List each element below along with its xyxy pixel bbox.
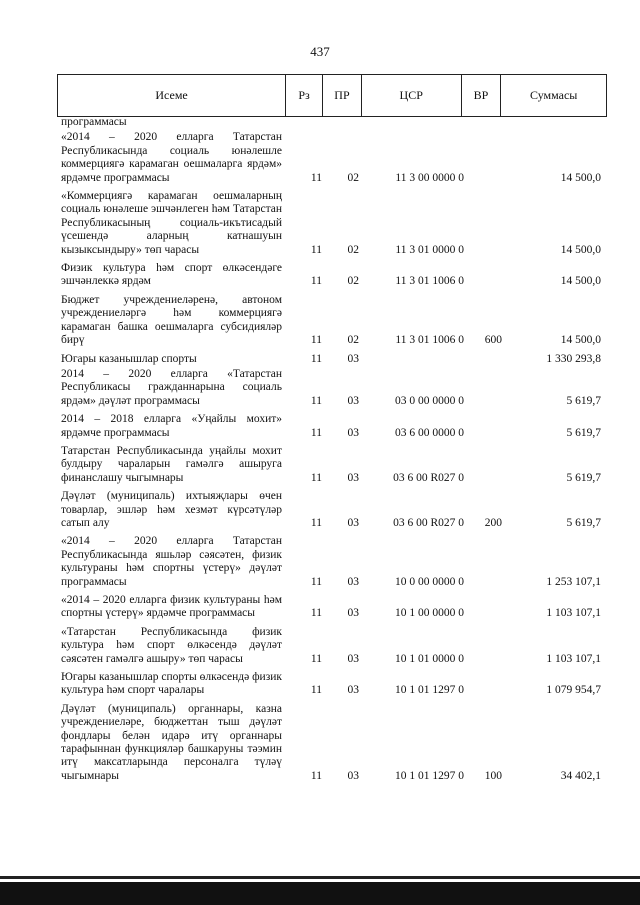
header-csr: ЦСР bbox=[362, 75, 462, 116]
row-pr: 02 bbox=[347, 275, 359, 288]
table-row bbox=[61, 490, 601, 530]
row-csr: 11 3 01 1006 0 bbox=[395, 275, 464, 288]
table-row bbox=[61, 535, 601, 589]
table-row bbox=[61, 671, 601, 698]
row-name: «2014 – 2020 елларга Татарстан Республикасында яшьләр сәясәтен, физик культураны һәм спортны үстерү» дәүләт программасы bbox=[61, 535, 282, 588]
page-number: 437 bbox=[310, 44, 330, 59]
row-sum: 14 500,0 bbox=[560, 171, 601, 184]
row-csr: 03 6 00 R027 0 bbox=[393, 516, 464, 529]
row-vr: 600 bbox=[484, 334, 502, 347]
row-rz: 11 bbox=[310, 684, 322, 697]
row-sum: 5 619,7 bbox=[566, 471, 601, 484]
header-pr: ПР bbox=[323, 75, 362, 116]
row-csr: 11 3 00 0000 0 bbox=[395, 171, 464, 184]
row-name: 2014 – 2018 елларга «Уңайлы мохит» ярдәмче программасы bbox=[61, 413, 282, 439]
row-csr: 03 6 00 0000 0 bbox=[395, 426, 464, 439]
row-sum: 1 079 954,7 bbox=[546, 684, 601, 697]
row-rz: 11 bbox=[310, 394, 322, 407]
row-pr: 02 bbox=[347, 171, 359, 184]
scan-edge-bar bbox=[0, 882, 640, 905]
row-csr: 10 1 01 0000 0 bbox=[395, 652, 464, 665]
header-name: Исеме bbox=[58, 75, 286, 116]
row-name: «Коммерциягә карамаган оешмаларның социаль юнәлеше эшчәнлеген һәм Татарстан Республикасының социаль-икътисадый үсешендә аларның катнашуын кызыксындыру» төп чарасы bbox=[61, 190, 282, 256]
row-sum: 14 500,0 bbox=[560, 334, 601, 347]
row-name: 2014 – 2020 елларга «Татарстан Республикасы гражданнарына социаль ярдәм» дәүләт программасы bbox=[61, 367, 282, 407]
row-sum: 1 103 107,1 bbox=[546, 607, 601, 620]
row-rz: 11 bbox=[310, 575, 322, 588]
header-vr: ВР bbox=[462, 75, 502, 116]
row-sum: 5 619,7 bbox=[566, 516, 601, 529]
row-csr: 03 0 00 0000 0 bbox=[395, 394, 464, 407]
table-row bbox=[61, 368, 601, 408]
table-row bbox=[61, 626, 601, 666]
row-csr: 11 3 01 1006 0 bbox=[395, 334, 464, 347]
row-csr: 03 6 00 R027 0 bbox=[393, 471, 464, 484]
row-sum: 1 103 107,1 bbox=[546, 652, 601, 665]
row-rz: 11 bbox=[310, 243, 322, 256]
table-row bbox=[61, 445, 601, 485]
row-sum: 1 253 107,1 bbox=[546, 575, 601, 588]
table-row bbox=[61, 594, 601, 621]
row-name: программасы bbox=[61, 116, 127, 128]
table-row bbox=[61, 190, 601, 257]
row-pr: 03 bbox=[347, 426, 359, 439]
row-pr: 03 bbox=[347, 471, 359, 484]
budget-table-body bbox=[61, 116, 601, 788]
row-rz: 11 bbox=[310, 769, 322, 782]
row-pr: 02 bbox=[347, 334, 359, 347]
row-csr: 10 1 01 1297 0 bbox=[395, 769, 464, 782]
header-rz: Рз bbox=[286, 75, 323, 116]
row-name: Татарстан Республикасында уңайлы мохит булдыру чараларын гамәлгә ашыруга финанслашу чыгымнары bbox=[61, 444, 282, 484]
table-header bbox=[57, 74, 607, 117]
table-row bbox=[61, 413, 601, 440]
row-rz: 11 bbox=[310, 171, 322, 184]
row-name: «2014 – 2020 елларга Татарстан Республикасында социаль юнәлешле коммерциягә карамаган оешмаларга ярдәм» ярдәмче программасы bbox=[61, 131, 282, 184]
row-sum: 34 402,1 bbox=[560, 769, 601, 782]
row-csr: 10 0 00 0000 0 bbox=[395, 575, 464, 588]
table-row bbox=[61, 353, 601, 366]
row-sum: 14 500,0 bbox=[560, 243, 601, 256]
row-rz: 11 bbox=[310, 652, 322, 665]
row-rz: 11 bbox=[310, 426, 322, 439]
row-sum: 5 619,7 bbox=[566, 426, 601, 439]
row-sum: 14 500,0 bbox=[560, 275, 601, 288]
table-row bbox=[61, 116, 601, 129]
row-csr: 11 3 01 0000 0 bbox=[395, 243, 464, 256]
row-pr: 03 bbox=[347, 769, 359, 782]
row-rz: 11 bbox=[310, 275, 322, 288]
row-name: Бюджет учреждениеләренә, автоном учреждениеләргә һәм коммерциягә карамаган башка оешмаларга субсидияләр бирү bbox=[61, 293, 282, 347]
row-name: «Татарстан Республикасында физик культура һәм спорт өлкәсендә дәүләт сәясәтен гамәлгә ашыру» төп чарасы bbox=[61, 625, 282, 665]
row-rz: 11 bbox=[310, 352, 322, 365]
row-csr: 10 1 01 1297 0 bbox=[395, 684, 464, 697]
row-name: Югары казанышлар спорты bbox=[61, 352, 197, 365]
row-sum: 5 619,7 bbox=[566, 394, 601, 407]
row-pr: 03 bbox=[347, 352, 359, 365]
row-name: Югары казанышлар спорты өлкәсендә физик культура һәм спорт чаралары bbox=[61, 671, 282, 697]
row-name: Дәүләт (муниципаль) ихтыяҗлары өчен товарлар, эшләр һәм хезмәт күрсәтүләр сатып алу bbox=[61, 490, 282, 529]
row-pr: 03 bbox=[347, 394, 359, 407]
row-vr: 100 bbox=[484, 769, 502, 782]
row-sum: 1 330 293,8 bbox=[546, 352, 601, 365]
row-pr: 03 bbox=[347, 516, 359, 529]
row-rz: 11 bbox=[310, 607, 322, 620]
row-csr: 10 1 00 0000 0 bbox=[395, 607, 464, 620]
row-name: Физик культура һәм спорт өлкәсендәге эшчәнлеккә ярдәм bbox=[61, 262, 282, 288]
row-rz: 11 bbox=[310, 334, 322, 347]
table-row bbox=[61, 262, 601, 289]
row-pr: 03 bbox=[347, 575, 359, 588]
header-sum: Суммасы bbox=[530, 88, 578, 102]
table-row bbox=[61, 131, 601, 185]
table-row bbox=[61, 703, 601, 783]
row-rz: 11 bbox=[310, 516, 322, 529]
row-rz: 11 bbox=[310, 471, 322, 484]
table-row bbox=[61, 294, 601, 348]
row-name: Дәүләт (муниципаль) органнары, казна учреждениеләре, бюджеттан тыш дәүләт фондлары белән идарә итү органнары тарафыннан функцияләр башкаруны тәэмин итү максатларында персоналга түләү чыгымнары bbox=[61, 702, 282, 782]
row-pr: 03 bbox=[347, 652, 359, 665]
row-pr: 03 bbox=[347, 684, 359, 697]
row-name: «2014 – 2020 елларга физик культураны һәм спортны үстерү» ярдәмче программасы bbox=[61, 594, 282, 620]
row-pr: 03 bbox=[347, 607, 359, 620]
row-pr: 02 bbox=[347, 243, 359, 256]
row-vr: 200 bbox=[484, 516, 502, 529]
